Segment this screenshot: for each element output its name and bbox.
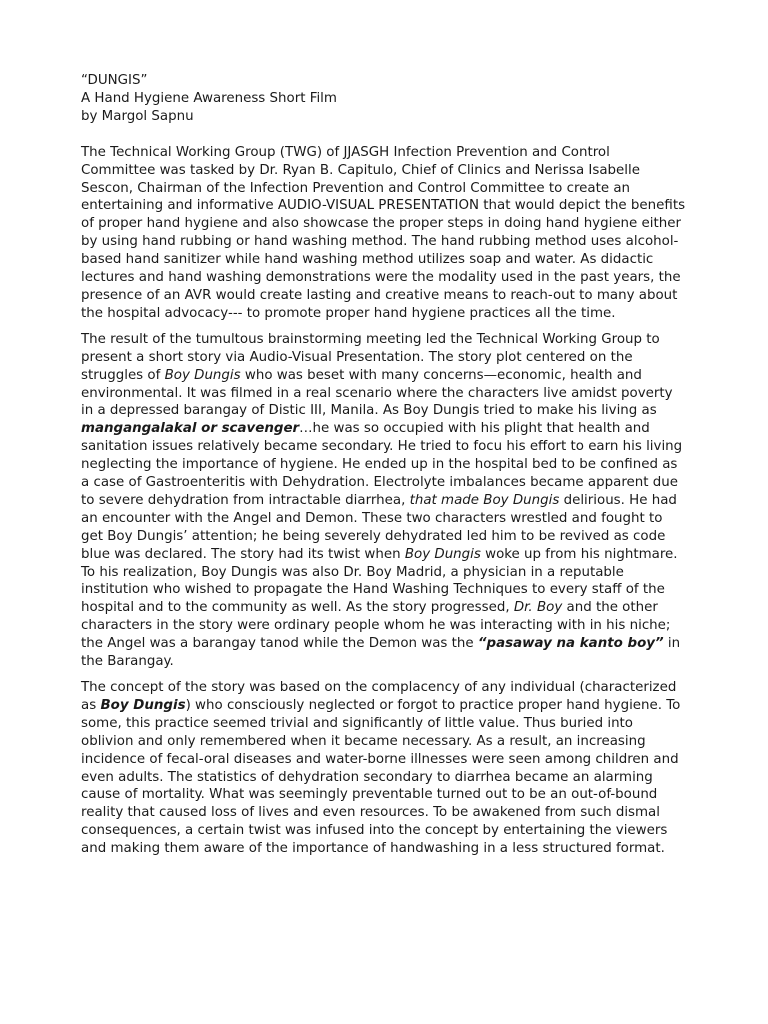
bold-italic-emphasis: mangangalakal or scavenger: [81, 421, 300, 437]
paragraph-2: [81, 331, 687, 671]
document-subtitle: A Hand Hygiene Awareness Short Film: [81, 90, 337, 106]
italic-emphasis: Dr. Boy: [513, 600, 563, 616]
italic-emphasis: Boy Dungis: [164, 367, 241, 383]
paragraph-text: delirious. He had an encounter with the Angel and Demon. These two characters wrestled and fought to get Boy Dungis’ attention; he being severely dehydrated led him to be revived as code blue was declared. The story had its twist when: [81, 492, 677, 562]
paragraph-text: woke up from his nightmare. To his realization, Boy Dungis was also Dr. Boy Madrid, a physician in a reputable institution who wished to propagate the Hand Washing Techniques to every staff of the hospital and to the community as well. As the story progressed,: [81, 546, 678, 616]
paragraph-text: who was beset with many concerns—economic, health and environmental. It was filmed in a real scenario where the characters live amidst poverty in a depressed barangay of Distic III, Manila. As Boy Dungis tried to make his living as: [81, 367, 673, 419]
paragraph-3: [81, 679, 687, 858]
paragraph-text: ) who consciously neglected or forgot to practice proper hand hygiene. To some, this practice seemed trivial and significantly of little value. Thus buried into oblivion and only remembered when it became necessary. As a result, an increasing incidence of fecal-oral diseases and water-borne illnesses were seen among children and even adults. The statistics of dehydration secondary to diarrhea became an alarming cause of mortality. What was seemingly preventable turned out to be an out-of-bound reality that caused loss of lives and even resources. To be awakened from such dismal consequences, a certain twist was infused into the concept by entertaining the viewers and making them aware of the importance of handwashing in a less structured format.: [81, 697, 681, 857]
paragraph-text: The Technical Working Group (TWG) of JJASGH Infection Prevention and Control Committee was tasked by Dr. Ryan B. Capitulo, Chief of Clinics and Nerissa Isabelle Sescon, Chairman of the Infection Prevention and Control Committee to create an entertaining and informative AUDIO-VISUAL PRESENTATION that would depict the benefits of proper hand hygiene and also showcase the proper steps in doing hand hygiene either by using hand rubbing or hand washing method. The hand rubbing method uses alcohol-based hand sanitizer while hand washing method utilizes soap and water. As didactic lectures and hand washing demonstrations were the modality used in the past years, the presence of an AVR would create lasting and creative means to reach-out to many about the hospital advocacy--- to promote proper hand hygiene practices all the time.: [81, 144, 686, 321]
paragraph-text: in the Barangay.: [81, 636, 681, 670]
paragraph-text: …he was so occupied with his plight that health and sanitation issues relatively became secondary. He tried to focu his effort to earn his living neglecting the importance of hygiene. He ended up in the hospital bed to be confined as a case of Gastroenteritis with Dehydration. Electrolyte imbalances became apparent due to severe dehydration from intractable diarrhea,: [81, 421, 683, 508]
document-title: “DUNGIS”: [81, 73, 148, 88]
bold-italic-emphasis: Boy Dungis: [100, 697, 186, 713]
paragraph-text: The concept of the story was based on the complacency of any individual (characterized as: [81, 680, 677, 713]
italic-emphasis: that made Boy Dungis: [409, 492, 560, 508]
header-spacer: [81, 126, 687, 144]
document-page: [81, 72, 687, 866]
italic-emphasis: Boy Dungis: [404, 546, 481, 562]
paragraph-text: and the other characters in the story were ordinary people whom he was interacting with in his niche; the Angel was a barangay tanod while the Demon was the: [81, 600, 671, 652]
paragraph-1: [81, 144, 687, 323]
document-author: by Margol Sapnu: [81, 108, 194, 124]
paragraph-text: The result of the tumultous brainstorming meeting led the Technical Working Group to present a short story via Audio-Visual Presentation. The story plot centered on the struggles of: [81, 331, 660, 383]
bold-italic-emphasis: “pasaway na kanto boy”: [477, 636, 664, 652]
